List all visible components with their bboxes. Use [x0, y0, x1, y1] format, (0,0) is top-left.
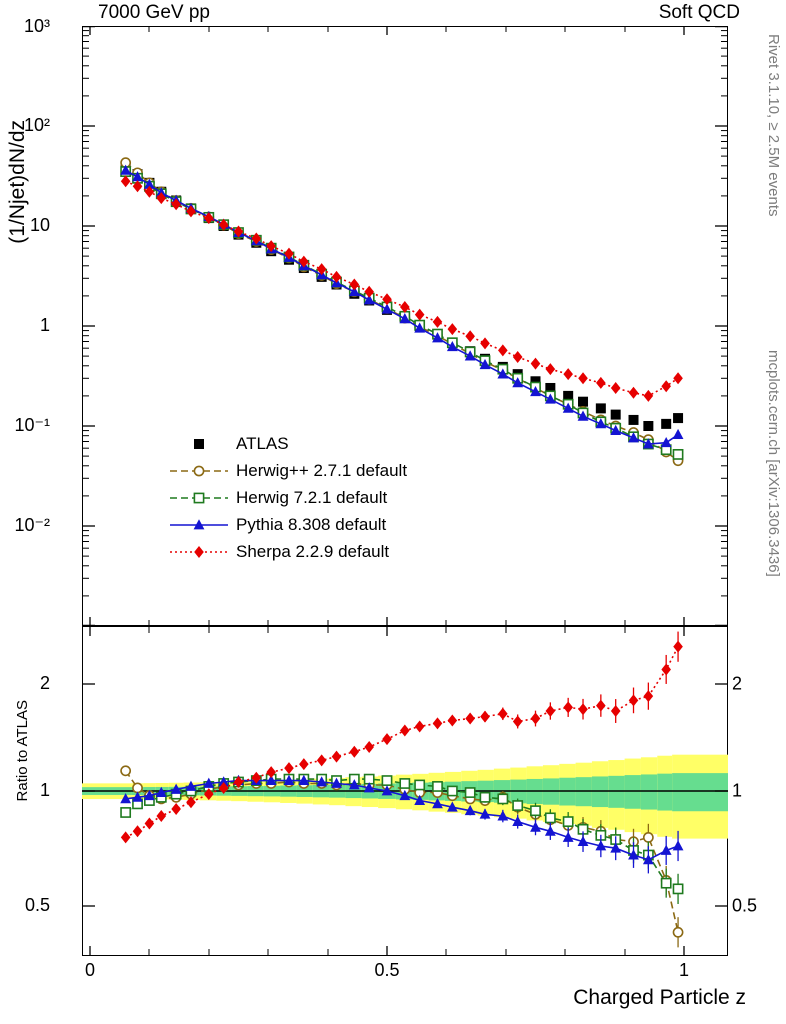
- legend-item-1: [168, 457, 407, 484]
- legend-label-3: Pythia 8.308 default: [236, 514, 387, 534]
- legend-item-0: [168, 430, 407, 457]
- chart-root: 7000 GeV pp Soft QCD Rivet 3.1.10, ≥ 2.5M events mcplots.cern.ch [arXiv:1306.3436] (1/Njet)dN/dz Ratio to ATLAS Charged Particle z 10³ 10² 10 1 10⁻¹ 10⁻² 2 1 0.5 2 1 0.5 0 0.5 1 ATLAS Herwig++ 2.7.1 default Herwig 7.2.1 default Pythia 8.308 default Sherpa 2.2.9 default: [0, 0, 786, 1024]
- header-right: Soft QCD: [658, 2, 740, 23]
- y-axis-label-main: (1/Njet)dN/dz: [6, 120, 29, 244]
- xtick-2: 1: [678, 960, 690, 980]
- ytick-ratio-right-0: 2: [732, 673, 743, 694]
- legend-marker-1: [168, 462, 230, 480]
- legend-marker-3: [168, 516, 230, 534]
- legend-label-0: ATLAS: [236, 433, 289, 453]
- xtick-1: 0.5: [374, 960, 400, 980]
- legend-item-3: [168, 511, 407, 538]
- legend-item-4: [168, 538, 407, 565]
- legend-item-2: [168, 484, 407, 511]
- legend-marker-4: [168, 543, 230, 561]
- ytick-ratio-right-1: 1: [732, 780, 743, 801]
- xtick-0: 0: [84, 960, 96, 980]
- legend-label-2: Herwig 7.2.1 default: [236, 487, 388, 507]
- ratio-plot-canvas: [82, 626, 728, 956]
- header-left: 7000 GeV pp: [98, 2, 210, 23]
- ytick-ratio-right-2: 0.5: [732, 895, 758, 916]
- legend-marker-0: [168, 435, 230, 453]
- mcplots-caption: mcplots.cern.ch [arXiv:1306.3436]: [765, 350, 782, 577]
- rivet-caption: Rivet 3.1.10, ≥ 2.5M events: [765, 34, 782, 217]
- legend-label-4: Sherpa 2.2.9 default: [236, 541, 390, 561]
- y-axis-label-ratio: Ratio to ATLAS: [14, 700, 31, 802]
- x-axis-label: Charged Particle z: [573, 986, 746, 1009]
- legend-label-1: Herwig++ 2.7.1 default: [236, 460, 408, 480]
- legend-marker-2: [168, 489, 230, 507]
- legend: [168, 430, 407, 565]
